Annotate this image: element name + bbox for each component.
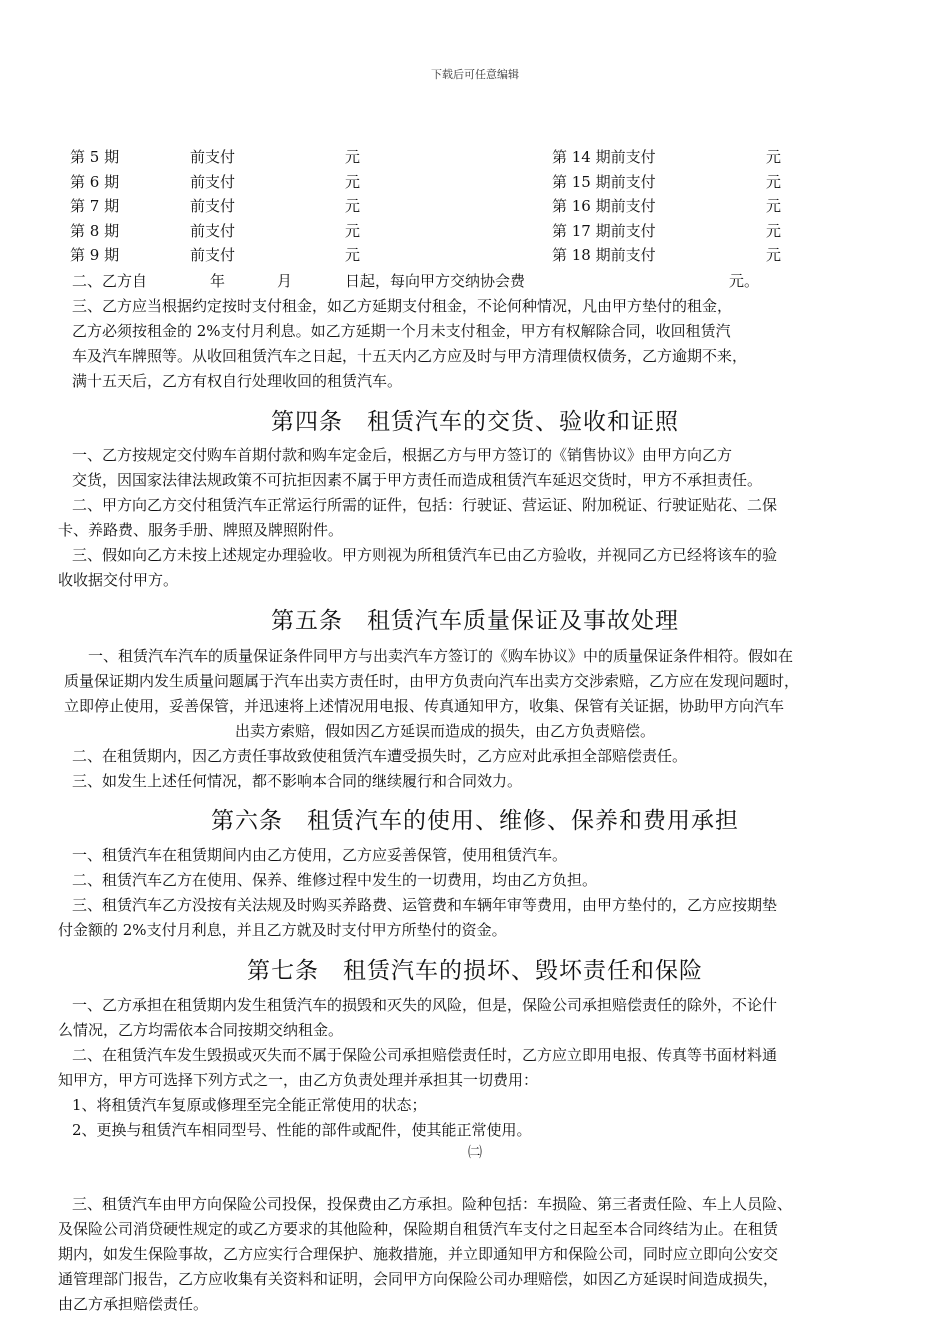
article-6-title: 第六条 租赁汽车的使用、维修、保养和费用承担 — [211, 808, 739, 834]
period-label: 第 5 期 — [70, 148, 120, 166]
pay-label: 前支付 — [190, 148, 236, 166]
header-note: 下载后可任意编辑 — [431, 68, 519, 81]
fee-line-unit: 元。 — [729, 272, 760, 290]
period-label: 第 17 期前支付 — [552, 221, 656, 240]
paragraph-line: 三、租赁汽车由甲方向保险公司投保，投保费由乙方承担。险种包括：车损险、第三者责任险、车上人员险、 — [72, 1195, 793, 1213]
paragraph-line: 一、乙方按规定交付购车首期付款和购车定金后，根据乙方与甲方签订的《销售协议》由甲方向乙方 — [72, 446, 733, 464]
fee-line-start: 二、乙方自 — [72, 272, 148, 290]
paragraph-line: 由乙方承担赔偿责任。 — [58, 1295, 209, 1313]
fee-line-month: 月 — [277, 272, 293, 290]
period-label: 第 9 期 — [70, 246, 120, 264]
article-5-title: 第五条 租赁汽车质量保证及事故处理 — [271, 608, 679, 634]
paragraph-line: 三、如发生上述任何情况，都不影响本合同的继续履行和合同效力。 — [72, 772, 523, 790]
period-label: 第 16 期前支付 — [552, 197, 656, 215]
paragraph-line: 付金额的 2%支付月利息，并且乙方就及时支付甲方所垫付的资金。 — [58, 921, 507, 939]
paragraph-line: 交货，因国家法律法规政策不可抗拒因素不属于甲方责任而造成租赁汽车延迟交货时，甲方不承担责任。 — [72, 471, 763, 489]
paragraph-line: 乙方必须按租金的 2%支付月利息。如乙方延期一个月未支付租金，甲方有权解除合同，收回租赁汽 — [72, 322, 731, 340]
paragraph-line: 满十五天后，乙方有权自行处理收回的租赁汽车。 — [72, 372, 403, 390]
paragraph-line: 立即停止使用，妥善保管，并迅速将上述情况用电报、传真通知甲方，收集、保管有关证据，协助甲方向汽车 — [64, 697, 785, 715]
unit-label: 元 — [766, 246, 782, 264]
period-label: 第 14 期前支付 — [552, 148, 656, 166]
fee-line-year: 年 — [210, 272, 226, 290]
payment-row — [70, 220, 830, 245]
paragraph-line: 一、租赁汽车汽车的质量保证条件同甲方与出卖汽车方签订的《购车协议》中的质量保证条件相符。假如在 — [88, 647, 794, 665]
paragraph-line: 二、在租赁期内，因乙方责任事故致使租赁汽车遭受损失时，乙方应对此承担全部赔偿责任。 — [72, 747, 688, 765]
period-label: 第 18 期前支付 — [552, 246, 656, 264]
article-7-title: 第七条 租赁汽车的损坏、毁坏责任和保险 — [247, 958, 703, 984]
unit-label: 元 — [345, 197, 361, 215]
paragraph-line: 期内，如发生保险事故，乙方应实行合理保护、施救措施，并立即通知甲方和保险公司，同时应立即向公安交 — [58, 1245, 779, 1263]
pay-label: 前支付 — [190, 246, 236, 264]
article-4-title: 第四条 租赁汽车的交货、验收和证照 — [271, 409, 679, 435]
payment-schedule — [70, 146, 830, 269]
unit-label: 元 — [345, 148, 361, 166]
paragraph-line: 知甲方，甲方可选择下列方式之一，由乙方负责处理并承担其一切费用： — [58, 1071, 539, 1089]
paragraph-line: 二、在租赁汽车发生毁损或灭失而不属于保险公司承担赔偿责任时，乙方应立即用电报、传真等书面材料通 — [72, 1046, 778, 1064]
unit-label: 元 — [766, 172, 782, 191]
paragraph-line: 二、甲方向乙方交付租赁汽车正常运行所需的证件，包括：行驶证、营运证、附加税证、行驶证贴花、二保 — [72, 496, 778, 514]
unit-label: 元 — [345, 246, 361, 264]
paragraph-line: 收收据交付甲方。 — [58, 571, 179, 589]
period-label: 第 6 期 — [70, 172, 120, 191]
fee-line-day: 日起，每向甲方交纳协会费 — [345, 272, 526, 290]
paragraph-line: 三、乙方应当根据约定按时支付租金，如乙方延期支付租金，不论何种情况，凡由甲方垫付的租金， — [72, 297, 733, 315]
pay-label: 前支付 — [190, 172, 236, 191]
page-number-mark: ㈡ — [468, 1145, 482, 1161]
unit-label: 元 — [766, 197, 782, 215]
paragraph-line: 么情况，乙方均需依本合同按期交纳租金。 — [58, 1021, 344, 1039]
paragraph-line: 一、乙方承担在租赁期内发生租赁汽车的损毁和灭失的风险，但是，保险公司承担赔偿责任的除外，不论什 — [72, 996, 778, 1014]
payment-row — [70, 146, 830, 171]
paragraph-line: 1、将租赁汽车复原或修理至完全能正常使用的状态； — [72, 1096, 427, 1114]
paragraph-line: 三、假如向乙方未按上述规定办理验收。甲方则视为所租赁汽车已由乙方验收，并视同乙方已经将该车的验 — [72, 546, 778, 564]
paragraph-line: 二、租赁汽车乙方在使用、保养、维修过程中发生的一切费用，均由乙方负担。 — [72, 871, 598, 889]
paragraph-line: 卡、养路费、服务手册、牌照及牌照附件。 — [58, 521, 344, 539]
paragraph-line: 三、租赁汽车乙方没按有关法规及时购买养路费、运管费和车辆年审等费用，由甲方垫付的，乙方应按期垫 — [72, 896, 778, 914]
unit-label: 元 — [766, 148, 782, 166]
paragraph-line: 通管理部门报告，乙方应收集有关资料和证明，会同甲方向保险公司办理赔偿，如因乙方延误时间造成损失， — [58, 1270, 779, 1288]
unit-label: 元 — [345, 172, 361, 191]
payment-row — [70, 244, 830, 269]
period-label: 第 8 期 — [70, 221, 120, 240]
paragraph-line: 质量保证期内发生质量问题属于汽车出卖方责任时，由甲方负责向汽车出卖方交涉索赔，乙方应在发现问题时， — [64, 672, 800, 690]
paragraph-line: 一、租赁汽车在租赁期间内由乙方使用，乙方应妥善保管，使用租赁汽车。 — [72, 846, 568, 864]
payment-row — [70, 195, 830, 220]
paragraph-line: 2、更换与租赁汽车相同型号、性能的部件或配件，使其能正常使用。 — [72, 1121, 532, 1139]
unit-label: 元 — [345, 221, 361, 240]
paragraph-line: 出卖方索赔，假如因乙方延误而造成的损失，由乙方负责赔偿。 — [235, 722, 656, 740]
pay-label: 前支付 — [190, 221, 236, 240]
payment-row — [70, 171, 830, 196]
paragraph-line: 及保险公司消贷硬性规定的或乙方要求的其他险种，保险期自租赁汽车支付之日起至本合同终结为止。在租赁 — [58, 1220, 779, 1238]
unit-label: 元 — [766, 221, 782, 240]
period-label: 第 7 期 — [70, 197, 120, 215]
pay-label: 前支付 — [190, 197, 236, 215]
period-label: 第 15 期前支付 — [552, 172, 656, 191]
paragraph-line: 车及汽车牌照等。从收回租赁汽车之日起，十五天内乙方应及时与甲方清理债权债务，乙方逾期不来， — [72, 347, 748, 365]
